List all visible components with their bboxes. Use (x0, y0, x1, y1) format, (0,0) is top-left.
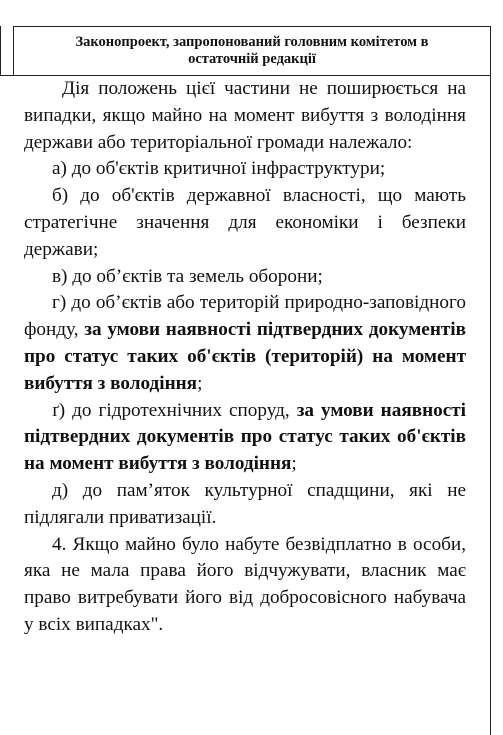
list-item-v: в) до об’єктів та земель оборони; (52, 265, 323, 287)
table-right-border (490, 76, 491, 735)
list-item-d: д) до пам’яток культурної спадщини, які не підлягали приватизації. (24, 479, 466, 528)
list-item-g (24, 290, 466, 397)
list-item-g-end: ; (197, 372, 203, 394)
table-header-cell (14, 26, 491, 76)
list-item-a: а) до об'єктів критичної інфраструктури; (52, 158, 386, 180)
list-item-g2-text: ґ) до гідротехнічних споруд, (52, 399, 297, 421)
intro-paragraph: Дія положень цієї частини не поширюється на випадки, якщо майно на момент вибуття з володіння держави або територіальної громади належало: (24, 78, 466, 153)
list-item-g2 (24, 398, 466, 478)
document-body (24, 76, 466, 639)
list-item-g-text: г) до об’єктів або територій природно-заповідного фонду, (24, 292, 466, 341)
column-header-title: Законопроект, запропонований головним комітетом в остаточній редакції (75, 34, 429, 67)
list-item-g-bold-text: за умови наявності підтвердних документів про статус таких об'єктів (територій) на момент вибуття з володіння (24, 319, 466, 394)
list-item-g2-bold-text: за умови наявності підтвердних документів про статус таких об'єктів на момент вибуття з володіння (24, 399, 467, 475)
table-left-cell (0, 26, 14, 76)
list-item-b: б) до об'єктів державної власності, що мають стратегічне значення для економіки і безпеки держави; (24, 185, 466, 260)
list-item-g2-end: ; (291, 453, 297, 475)
paragraph-4: 4. Якщо майно було набуте безвідплатно в особи, яка не мала права його відчужувати, власник має право витребувати його від добросовісного набувача у всіх випадках". (24, 533, 466, 635)
